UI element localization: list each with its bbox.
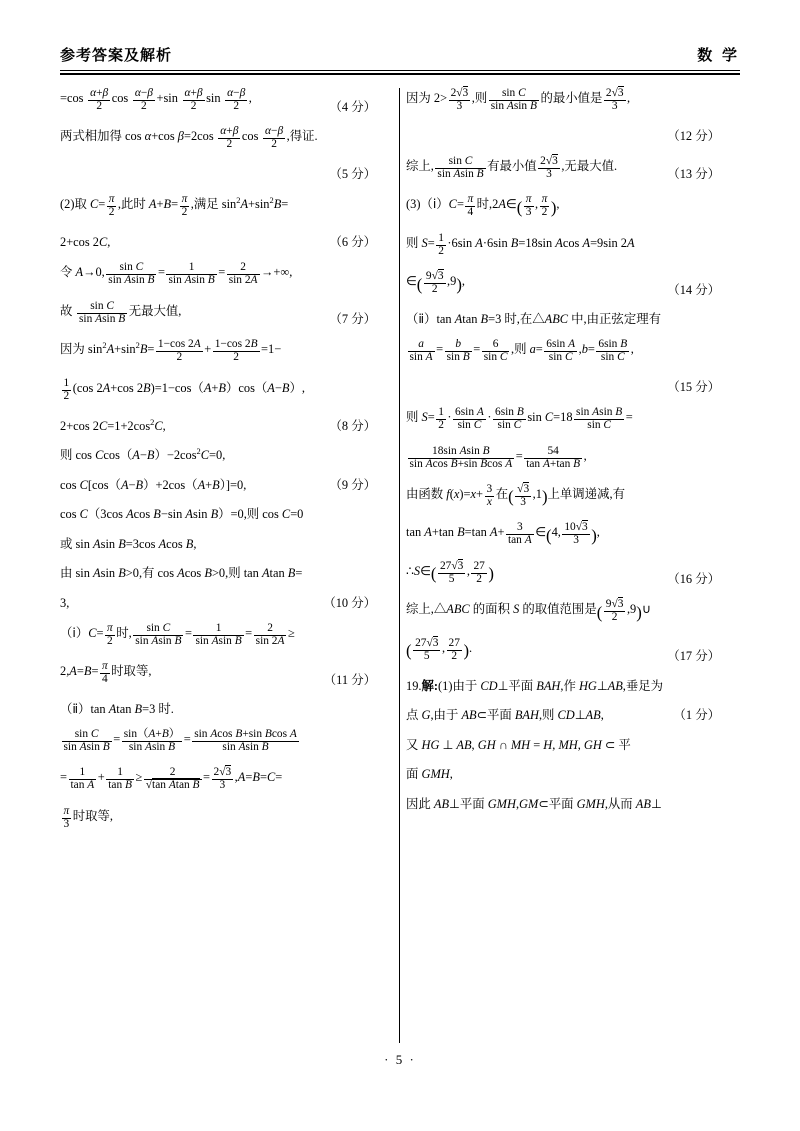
answer-line — [60, 446, 376, 462]
math-expression: tan A+tan B=tan A+ $\frac{3}{\text{tan A}}$ ∈(4, $\frac{10√3}{3}$ ), — [406, 521, 600, 547]
answer-line — [60, 767, 376, 792]
math-expression: =cos $\frac{\alpha+\beta}{2}$ cos $\frac{\alpha-\beta}{2}$ +sin $\frac{\alpha+\beta}{2}$ sin $\frac{\alpha-\beta}{2}$ , — [60, 87, 252, 112]
answer-line — [60, 262, 376, 287]
answer-line — [60, 661, 376, 686]
answer-line — [60, 564, 376, 580]
score-mark: （17 分） — [667, 649, 720, 664]
score-mark: （10 分） — [323, 595, 376, 610]
answer-line — [406, 706, 720, 722]
score-mark: （5 分） — [329, 167, 376, 182]
answer-line — [406, 271, 720, 296]
math-expression: （ⅱ）tan Atan B=3 时. — [60, 702, 174, 717]
math-expression: = $\frac{1}{\text{tan A}}$ + $\frac{1}{\text{tan B}}$ ≥ $\frac{2}{\text{√tan Atan B}}$ = $\frac{2√3}{3}$ ,A=B=C= — [60, 766, 283, 792]
answer-line — [406, 638, 720, 663]
math-expression: 则 $\cos Ccos(A-B)-2\cos^2C=0$, — [60, 446, 226, 463]
math-expression: 2+cos 2C, — [60, 235, 111, 250]
content-columns — [60, 88, 740, 1043]
score-mark: （4 分） — [329, 99, 376, 114]
answer-line — [406, 407, 720, 432]
score-mark: （8 分） — [329, 418, 376, 433]
score-mark: （6 分） — [329, 235, 376, 250]
answer-line — [60, 475, 376, 491]
math-expression: ∴S∈( $\frac{27√3}{5}$ , $\frac{27}{2}$ ) — [406, 559, 494, 585]
answer-line — [60, 534, 376, 550]
math-expression: cos C[cos（A−B）+2cos（A+B）]=0, — [60, 477, 247, 492]
answer-line — [60, 194, 376, 219]
math-expression: $\frac{a}{\text{sin A}}$ = $\frac{b}{\text{sin B}}$ = $\frac{6}{\text{sin C}}$ ,则 a= $\frac{\text{6sin A}}{\text{sin C}}$ ,b= $\frac{\text{6sin B}}{\text{sin C}}$ , — [409, 338, 634, 364]
answer-line — [406, 561, 720, 586]
answer-line — [406, 484, 720, 509]
answer-line — [406, 194, 720, 219]
answer-line — [406, 156, 720, 181]
answer-line — [60, 416, 376, 432]
answer-line — [60, 339, 376, 364]
math-expression: 由函数 f(x)=x+ $\frac{3}{x}$ 在( $\frac{√3}{3}$ ,1)上单调递减,有 — [406, 483, 625, 508]
header-right-title: 数 学 — [697, 48, 740, 64]
math-expression: 综上, $\frac{\text{sin C}}{\text{sin Asin B}}$ 有最小值 $\frac{2√3}{3}$ ,无最大值. — [406, 154, 618, 180]
score-mark: （11 分） — [323, 672, 376, 687]
math-expression: 又 HG ⊥ AB, GH ∩ MH = H, MH, GH ⊂ 平 — [406, 737, 631, 752]
answer-line — [60, 623, 376, 648]
math-expression: $\frac{\pi}{3}$ 时取等, — [63, 804, 113, 830]
answer-line — [406, 446, 720, 471]
math-expression: ( $\frac{27√3}{5}$ , $\frac{27}{2}$ ). — [406, 636, 473, 662]
answer-line — [60, 165, 376, 181]
answer-line — [60, 88, 376, 113]
math-expression: （ⅰ）C= $\frac{\pi}{2}$ 时, $\frac{\text{sin C}}{\text{sin Asin B}}$ = $\frac{1}{\text{sin Asin B}}$ = $\frac{2}{\sin 2A}$ ≥ — [60, 621, 295, 647]
answer-line — [60, 126, 376, 151]
answer-line — [406, 794, 720, 810]
answer-line — [406, 88, 720, 113]
score-mark: （1 分） — [673, 708, 720, 723]
score-mark: （12 分） — [667, 129, 720, 144]
answer-line — [406, 378, 720, 394]
score-mark: （7 分） — [329, 312, 376, 327]
header-left-title: 参考答案及解析 — [60, 48, 173, 64]
answer-line — [60, 593, 376, 609]
math-expression: 或 sin Asin B=3cos Acos B, — [60, 536, 197, 551]
math-expression: 则 S= $\frac{1}{2}$ · $\frac{\text{6sin A}}{\text{sin C}}$ · $\frac{\text{6sin B}}{\text{sin C}}$ sin C=18 $\frac{\text{sin Asin B}}{\text{sin C}}$ = — [406, 406, 633, 432]
answer-line — [60, 378, 376, 403]
answer-line — [406, 676, 720, 692]
answer-line — [60, 233, 376, 249]
answer-line — [60, 729, 376, 754]
answer-line — [406, 735, 720, 751]
math-expression: 令 A→0, $\frac{\text{sin C}}{\text{sin Asin B}}$ = $\frac{1}{\text{sin Asin B}}$ = $\frac{2}{\sin 2A}$ →+∞, — [60, 261, 293, 287]
score-mark: （16 分） — [667, 572, 720, 587]
answer-line — [406, 126, 720, 142]
answer-line — [406, 233, 720, 258]
math-expression: 两式相加得 cos α+cos β=2cos $\frac{\alpha+\beta}{2}$ cos $\frac{\alpha-\beta}{2}$ ,得证. — [60, 125, 318, 151]
answer-line — [406, 599, 720, 624]
math-expression: 因为 2> $\frac{2√3}{3}$ ,则 $\frac{\text{sin C}}{\text{sin Asin B}}$ 的最小值是 $\frac{2√3}{3}$ , — [406, 87, 631, 112]
score-mark: （9 分） — [329, 477, 376, 492]
math-expression: 由 sin Asin B>0,有 cos Acos B>0,则 tan Atan B= — [60, 566, 303, 581]
left-column — [60, 88, 390, 1043]
math-expression: 3, — [60, 595, 70, 610]
math-expression: 故 $\frac{\text{sin C}}{\text{sin Asin B}}$ 无最大值, — [60, 299, 182, 325]
page-header — [60, 44, 740, 65]
answer-line — [406, 339, 720, 364]
answer-line — [60, 806, 376, 831]
math-expression: 2,A=B= $\frac{\pi}{4}$ 时取等, — [60, 660, 152, 685]
math-expression: 则 S= $\frac{1}{2}$ ·6sin A·6sin B=18sin Acos A=9sin 2A — [406, 231, 635, 257]
score-mark: （14 分） — [667, 282, 720, 297]
math-expression: 面 GMH, — [406, 767, 453, 782]
right-column — [390, 88, 720, 1043]
math-expression: 因为 $\sin^2A+\sin^2B=$ $\frac{1-\cos 2A}{2}$ + $\frac{1-\cos 2B}{2}$ =1− — [60, 338, 282, 364]
answer-line — [60, 301, 376, 326]
answer-line — [406, 310, 720, 326]
header-rule-thin — [60, 70, 740, 71]
math-expression: 点 G,由于 AB⊂平面 BAH,则 CD⊥AB, — [406, 708, 604, 723]
score-mark: （13 分） — [667, 167, 720, 182]
answer-line — [406, 765, 720, 781]
math-expression: $\frac{1}{2}$ (cos 2A+cos 2B)=1−cos（A+B）cos（A−B）, — [63, 376, 305, 402]
math-expression: cos C（3cos Acos B−sin Asin B）=0,则 cos C=0 — [60, 507, 304, 522]
math-expression: 综上,△ABC 的面积 S 的取值范围是( $\frac{9√3}{2}$ ,9)∪ — [406, 598, 651, 624]
math-expression: （ⅱ）tan Atan B=3 时,在△ABC 中,由正弦定理有 — [406, 312, 661, 327]
answer-line — [406, 522, 720, 547]
math-expression: $\frac{\text{18sin Asin B}}{\text{sin Acos B+sin Bcos A}}$ = $\frac{54}{\text{tan A+tan B}}$ , — [409, 444, 587, 470]
math-expression: ∈( $\frac{9√3}{2}$ ,9), — [406, 270, 466, 296]
math-expression: (3)（ⅰ）C= $\frac{\pi}{4}$ 时,2A∈( $\frac{\pi}{3}$ , $\frac{\pi}{2}$ ), — [406, 193, 560, 219]
answer-line — [60, 699, 376, 715]
page-number: · 5 · — [384, 1052, 416, 1067]
answer-line — [60, 505, 376, 521]
score-mark: （15 分） — [667, 380, 720, 395]
math-expression: (2)取 C= $\frac{\pi}{2}$ ,此时 A+B= $\frac{\pi}{2}$ ,满足 $\sin^2A+\sin^2B=$ — [60, 193, 289, 219]
math-expression: 因此 AB⊥平面 GMH,GM⊂平面 GMH,从而 AB⊥ — [406, 796, 662, 811]
math-expression: 2+cos $2C=1+2\cos^2C$, — [60, 416, 166, 433]
math-expression: 19.解:(1)由于 CD⊥平面 BAH,作 HG⊥AB,垂足为 — [406, 678, 664, 693]
header-rule-thick — [60, 73, 740, 75]
math-expression: $\frac{\text{sin C}}{\text{sin Asin B}}$ = $\frac{\sin(A+B)}{\text{sin Asin B}}$ = $\frac{\text{sin Acos B+sin Bcos A}}{\text{sin Asin B}}$ — [63, 727, 297, 753]
